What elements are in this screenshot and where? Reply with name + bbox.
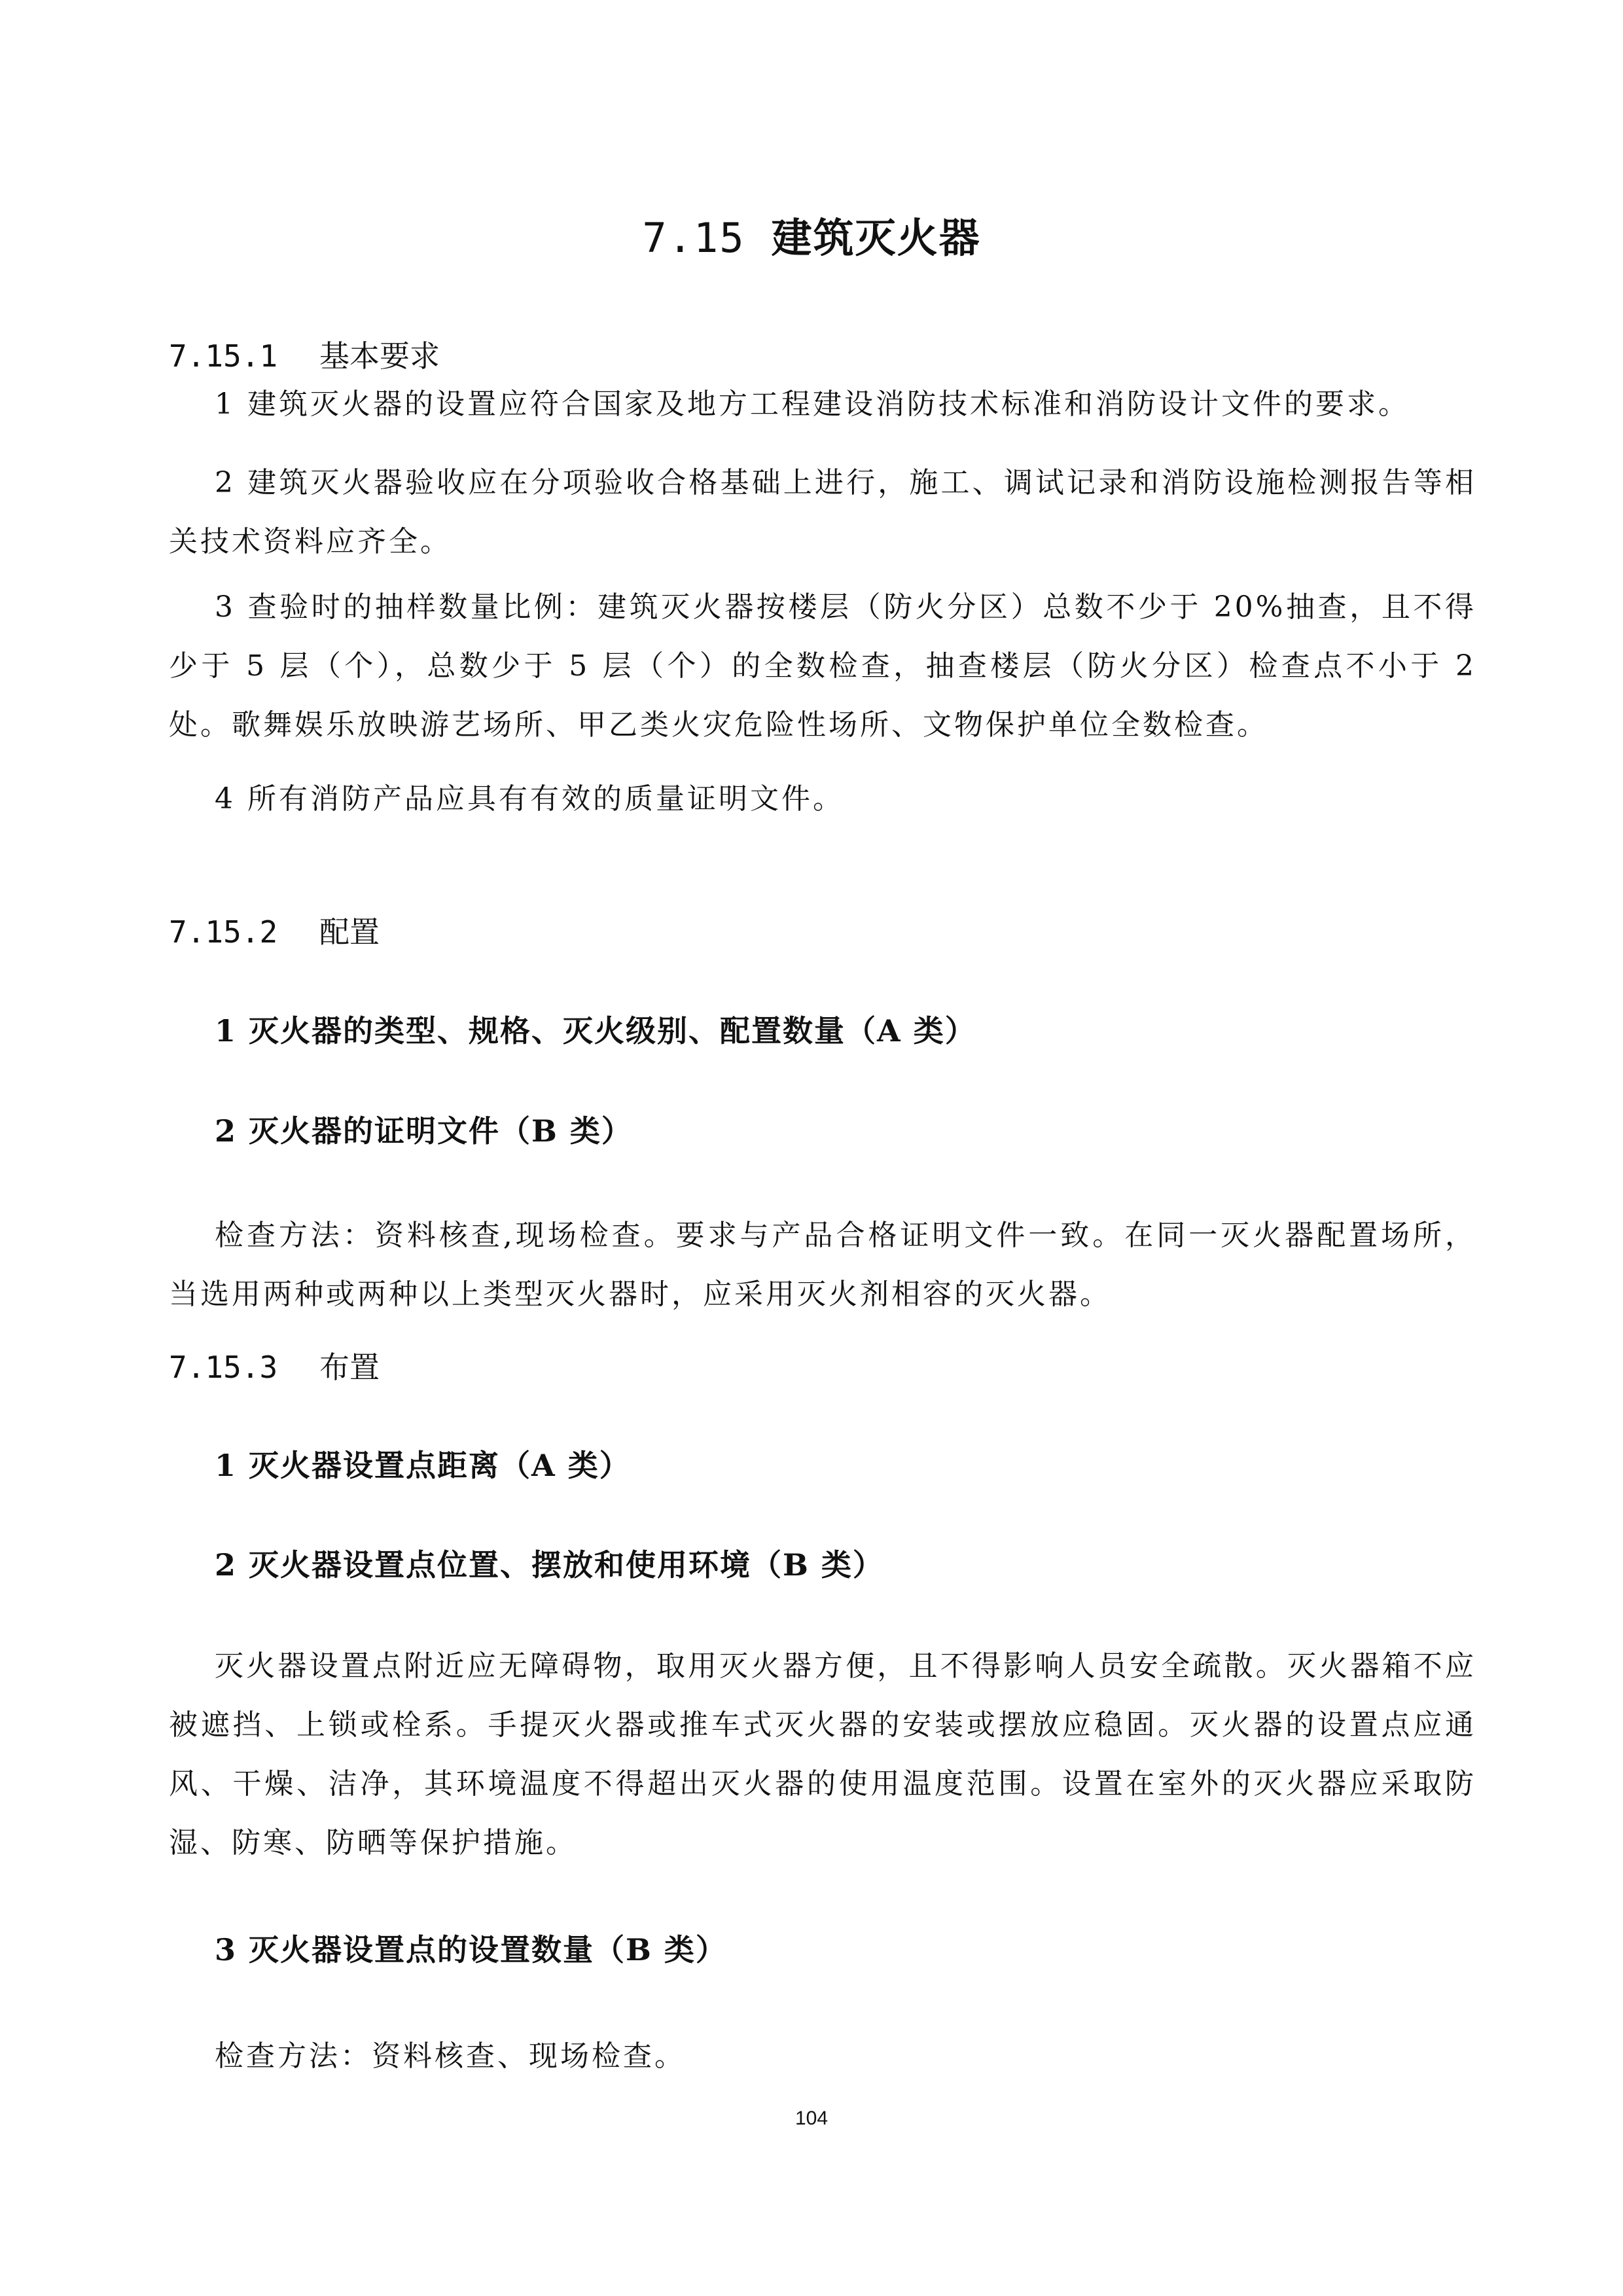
heading-text: 布置 — [319, 1350, 380, 1385]
heading-number: 7.15.3 — [169, 1350, 278, 1385]
heading-text: 基本要求 — [319, 338, 440, 374]
layout-item-3: 3 灭火器设置点的设置数量（B 类） — [215, 1932, 727, 1967]
layout-description: 灭火器设置点附近应无障碍物，取用灭火器方便，且不得影响人员安全疏散。灭火器箱不应被遮挡、上锁或栓系。手提灭火器或推车式灭火器的安装或摆放应稳固。灭火器的设置点应通风、干燥、洁净，其环境温度不得超出灭火器的使用温度范围。设置在室外的灭火器应采取防湿、防寒、防晒等保护措施。 — [169, 1649, 1476, 1859]
layout-item-2: 2 灭火器设置点位置、摆放和使用环境（B 类） — [215, 1547, 884, 1583]
heading-number: 7.15.1 — [169, 338, 278, 374]
paragraph-requirement-2: 2 建筑灭火器验收应在分项验收合格基础上进行，施工、调试记录和消防设施检测报告等相关技术资料应齐全。 — [169, 466, 1476, 558]
config-inspection-method: 检查方法：资料核查,现场检查。要求与产品合格证明文件一致。在同一灭火器配置场所，当选用两种或两种以上类型灭火器时，应采用灭火剂相容的灭火器。 — [169, 1219, 1476, 1311]
paragraph-requirement-3: 3 查验时的抽样数量比例：建筑灭火器按楼层（防火分区）总数不少于 20%抽查，且不得少于 5 层（个），总数少于 5 层（个）的全数检查，抽查楼层（防火分区）检查点不小于 2 处。歌舞娱乐放映游艺场所、甲乙类火灾危险性场所、文物保护单位全数检查。 — [169, 590, 1476, 742]
config-item-2: 2 灭火器的证明文件（B 类） — [215, 1113, 633, 1149]
config-item-1: 1 灭火器的类型、规格、灭火级别、配置数量（A 类） — [215, 1013, 976, 1049]
section-title-text: 建筑灭火器 — [771, 214, 981, 262]
heading-number: 7.15.2 — [169, 914, 278, 950]
page-number: 104 — [794, 2108, 829, 2129]
section-title-number: 7.15 — [642, 214, 745, 262]
heading-basic-requirements — [169, 335, 440, 377]
heading-configuration — [169, 911, 380, 953]
heading-text: 配置 — [319, 914, 380, 950]
layout-item-1: 1 灭火器设置点距离（A 类） — [215, 1448, 631, 1483]
paragraph-requirement-4: 4 所有消防产品应具有有效的质量证明文件。 — [215, 782, 844, 816]
layout-inspection-method: 检查方法：资料核查、现场检查。 — [215, 2039, 686, 2073]
section-title — [0, 211, 1623, 266]
heading-layout — [169, 1346, 380, 1388]
paragraph-requirement-1: 1 建筑灭火器的设置应符合国家及地方工程建设消防技术标准和消防设计文件的要求。 — [215, 387, 1410, 421]
